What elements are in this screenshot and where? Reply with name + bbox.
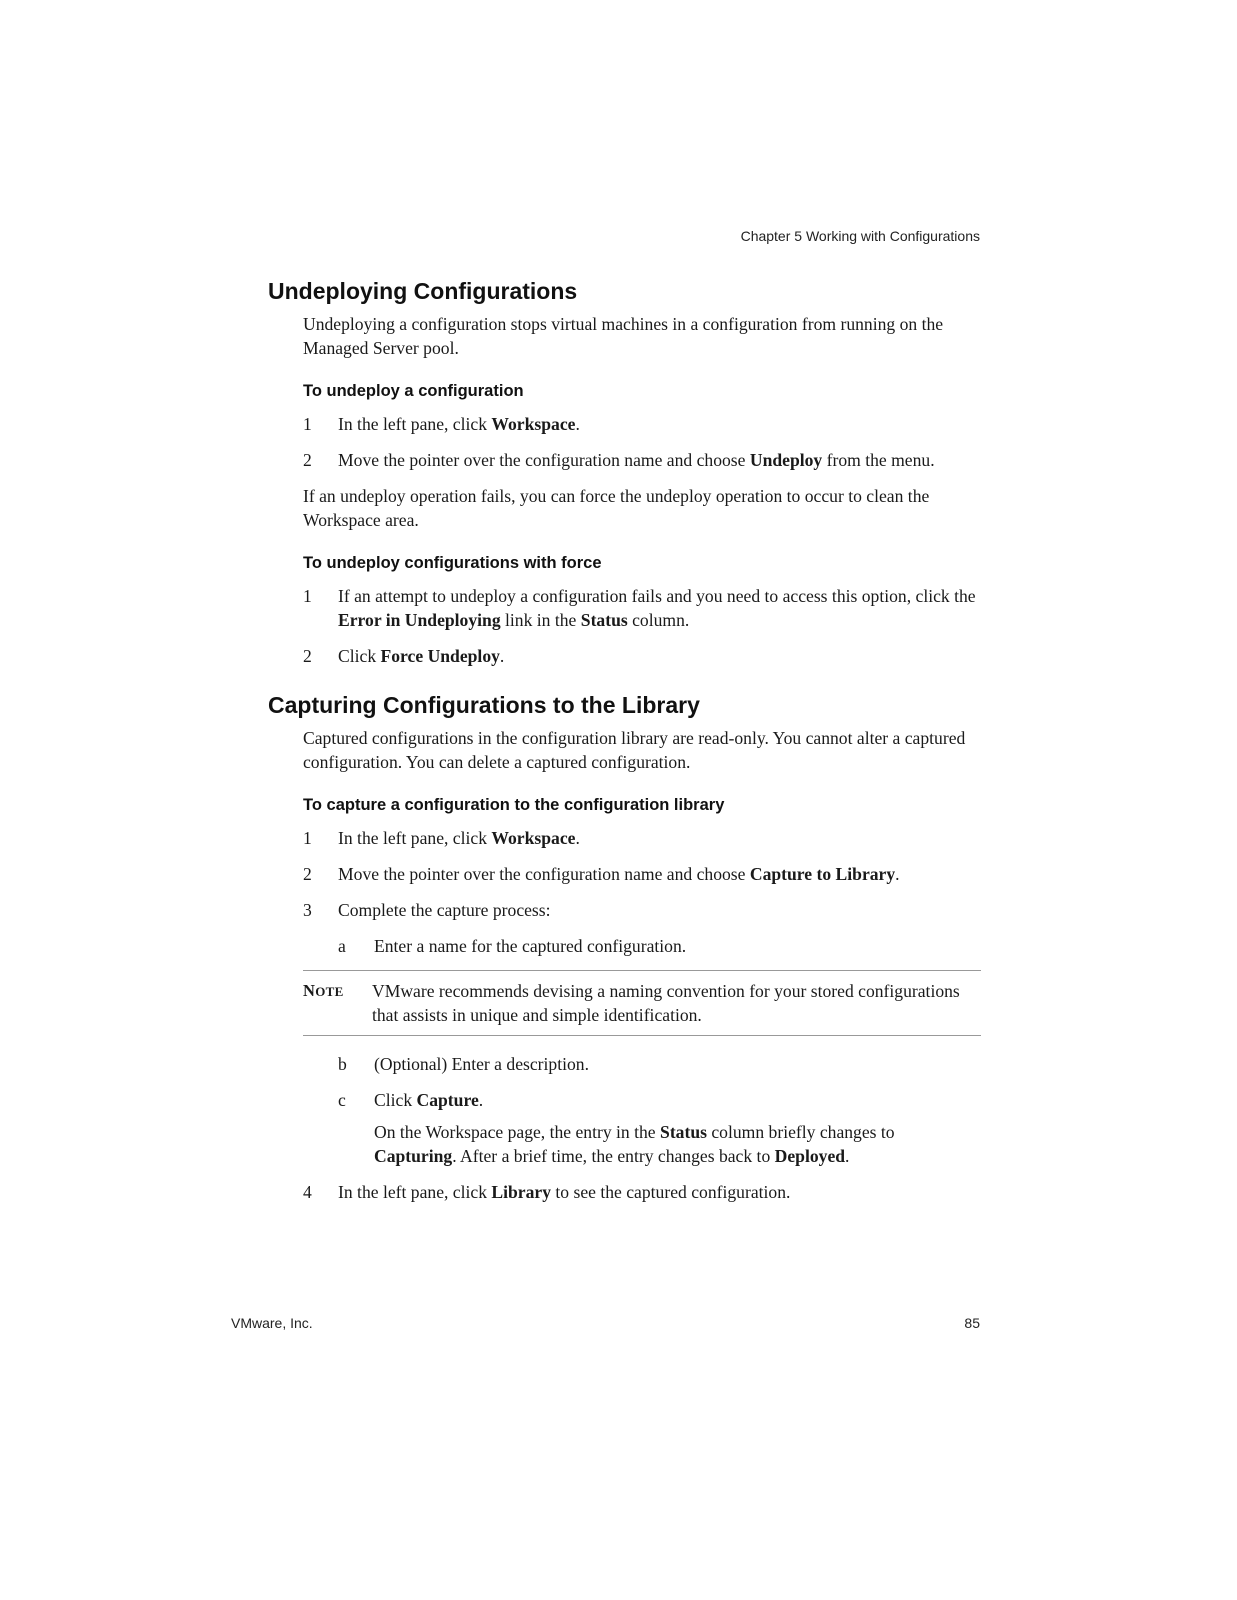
step-item — [303, 412, 981, 436]
ui-term: Undeploy — [749, 450, 823, 470]
ui-term: Error in Undeploying — [338, 610, 501, 630]
step-item — [303, 644, 981, 668]
footer-company: VMware, Inc. — [231, 1315, 313, 1331]
substep-item — [338, 1088, 981, 1168]
procedure-steps — [303, 412, 981, 472]
running-header: Chapter 5 Working with Configurations — [740, 228, 980, 244]
substep-text: . — [478, 1090, 484, 1110]
step-text: link in the — [500, 610, 581, 630]
ui-term: Force Undeploy — [380, 646, 500, 666]
step-text: from the menu. — [822, 450, 935, 470]
ui-term: Status — [580, 610, 628, 630]
substep-text: Enter a name for the captured configuration. — [374, 936, 687, 956]
procedure-heading: To undeploy configurations with force — [303, 554, 602, 572]
step-number: 2 — [303, 646, 312, 666]
step-text: . — [575, 414, 580, 434]
step-number: 4 — [303, 1182, 312, 1202]
step-item — [303, 584, 981, 632]
substep-result: On the Workspace page, the entry in the Status column briefly changes to Capturing. After a brief time, the entry changes back to Deployed. — [374, 1122, 895, 1166]
substeps — [338, 1052, 981, 1168]
substep-text: (Optional) Enter a description. — [374, 1054, 589, 1074]
procedure-steps — [303, 584, 981, 668]
step-text: column. — [627, 610, 690, 630]
ui-term: Capture — [416, 1090, 479, 1110]
step-text: . — [575, 828, 580, 848]
substep-letter: b — [338, 1054, 347, 1074]
step-item — [303, 862, 981, 886]
section-intro: Undeploying a configuration stops virtual machines in a configuration from running on the Managed Server pool. — [303, 314, 944, 358]
step-number: 1 — [303, 828, 312, 848]
section-heading-capturing: Capturing Configurations to the Library — [268, 692, 700, 718]
step-number: 2 — [303, 864, 312, 884]
ui-term: Workspace — [491, 828, 576, 848]
section-body-capturing — [303, 726, 981, 1204]
substep-item — [338, 1052, 981, 1076]
note-text: VMware recommends devising a naming convention for your stored configurations that assists in unique and simple identification. — [372, 981, 960, 1025]
ui-term: Workspace — [491, 414, 576, 434]
step-text: Complete the capture process: — [338, 900, 551, 920]
step-number: 2 — [303, 450, 312, 470]
substep-item — [338, 934, 981, 958]
ui-term: Capturing — [374, 1146, 453, 1166]
substep-letter: c — [338, 1090, 346, 1110]
step-text: If an attempt to undeploy a configuration fails and you need to access this option, click the — [338, 586, 976, 606]
section-heading-undeploying: Undeploying Configurations — [268, 278, 578, 304]
step-number: 1 — [303, 414, 312, 434]
footer-page-number: 85 — [964, 1315, 980, 1331]
step-text: Move the pointer over the configuration name and choose — [338, 450, 750, 470]
step-text: Click — [338, 646, 381, 666]
substep-letter: a — [338, 936, 346, 956]
substeps — [338, 934, 981, 958]
paragraph: If an undeploy operation fails, you can force the undeploy operation to occur to clean the Workspace area. — [303, 486, 930, 530]
step-number: 3 — [303, 900, 312, 920]
step-number: 1 — [303, 586, 312, 606]
step-item — [303, 1180, 981, 1204]
procedure-heading: To undeploy a configuration — [303, 382, 524, 400]
step-text: In the left pane, click — [338, 828, 492, 848]
ui-term: Status — [660, 1122, 707, 1142]
procedure-heading: To capture a configuration to the configuration library — [303, 796, 725, 814]
ui-term: Capture to Library — [749, 864, 896, 884]
step-text: . — [499, 646, 505, 666]
step-text: In the left pane, click — [338, 414, 492, 434]
section-intro: Captured configurations in the configuration library are read-only. You cannot alter a captured configuration. You can delete a captured configuration. — [303, 728, 966, 772]
step-text: In the left pane, click — [338, 1182, 492, 1202]
step-text: to see the captured configuration. — [551, 1182, 791, 1202]
step-item — [303, 898, 981, 1168]
note-label: NOTE — [303, 981, 344, 1000]
note-box — [303, 970, 981, 1036]
substep-text: Click — [374, 1090, 417, 1110]
ui-term: Library — [491, 1182, 552, 1202]
step-text: . — [895, 864, 900, 884]
step-text: Move the pointer over the configuration name and choose — [338, 864, 750, 884]
page-content — [268, 276, 981, 1216]
section-body-undeploying — [303, 312, 981, 668]
procedure-steps — [303, 826, 981, 1204]
ui-term: Deployed — [774, 1146, 846, 1166]
step-item — [303, 448, 981, 472]
step-item — [303, 826, 981, 850]
